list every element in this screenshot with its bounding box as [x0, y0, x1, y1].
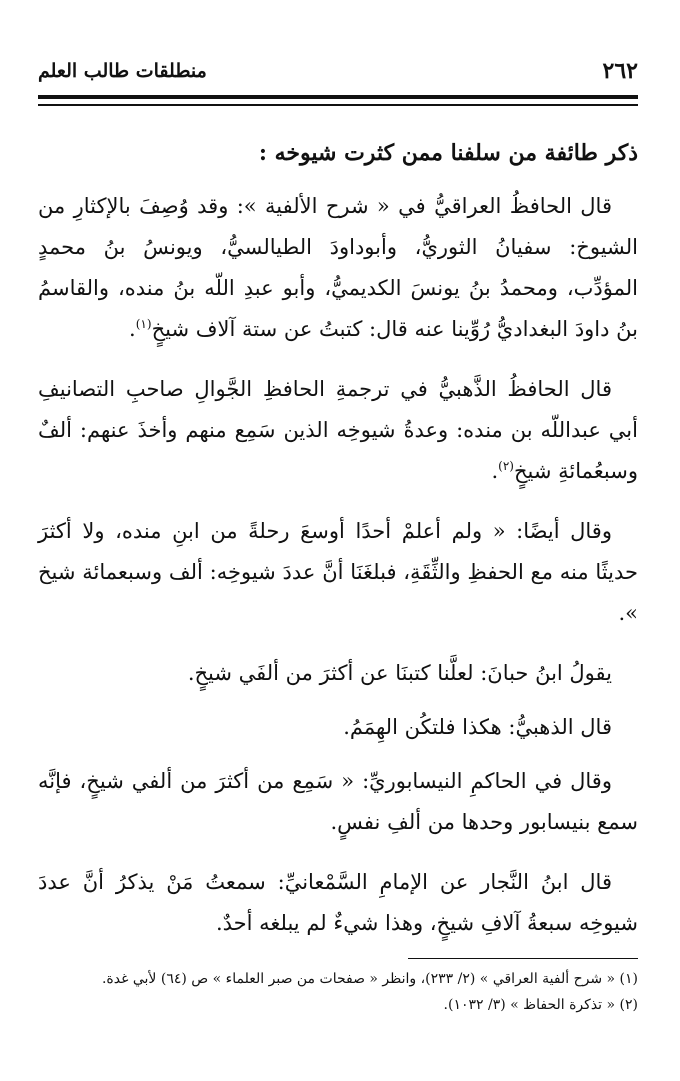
footnote-ref-2: (٢): [498, 459, 514, 473]
footnotes: [38, 966, 638, 1018]
main-text: [38, 130, 638, 963]
footnote-separator: [408, 958, 638, 959]
paragraph-ibn-hibban: يقولُ ابنُ حبانَ: لعلَّنا كتبنَا عن أكثرَ من ألفَي شيخٍ.: [187, 661, 612, 685]
header-rule-thin: [38, 104, 638, 106]
paragraph-hakim: وقال في الحاكمِ النيسابوريِّ: « سَمِع من أكثرَ من ألفي شيخٍ، فإنَّه سمع بنيسابور وحدها من ألفِ نفسٍ.: [38, 769, 638, 834]
paragraph-text: قال الحافظُ الذَّهبيُّ في ترجمةِ الحافظِ الجَّوالِ صاحبِ التصانيفِ أبي عبداللّه بن منده: وعدةُ شيوخِه الذين سَمِع منهم وأخذَ عنهم: ألفٌ وسبعُمائةِ شيخٍ: [38, 377, 638, 483]
footnote-2: (٢) « تذكرة الحفاظ » (٣/ ١٠٣٢).: [443, 997, 638, 1013]
header-rule-thick: [38, 95, 638, 99]
running-header: [38, 54, 638, 88]
period: .: [129, 317, 136, 341]
section-heading: ذكر طائفة من سلفنا ممن كثرت شيوخه :: [258, 140, 638, 166]
paragraph-dhahabi-himam: قال الذهبيُّ: هكذا فلتكُن الهِمَمُ.: [343, 715, 612, 739]
paragraph-also-said: وقال أيضًا: « ولم أعلمْ أحدًا أوسعَ رحلةً من ابنِ منده، ولا أكثرَ حديثًا منه مع الحفظِ والثِّقَةِ، فبلغَنَا أنَّ عددَ شيوخِه: ألف وسبعمائة شيخ ».: [38, 519, 638, 625]
paragraph-samani: قال ابنُ النَّجار عن الإمامِ السَّمْعانيِّ: سمعتُ مَنْ يذكرُ أنَّ عددَ شيوخِه سبعةُ آلافِ شيخٍ، وهذا شيءٌ لم يبلغه أحدٌ.: [38, 870, 638, 935]
page-number: ٢٦٢: [602, 58, 638, 84]
paragraph-iraqi: [38, 186, 638, 350]
period: .: [491, 459, 499, 483]
paragraph-text: قال الحافظُ العراقيُّ في « شرح الألفية »: وقد وُصِفَ بالإكثارِ من الشيوخ: سفيانُ الثوريُّ، وأبوداودَ الطيالسيُّ، ويونسُ بنُ محمدٍ المؤدِّب، ومحمدُ بنُ يونسَ الكديميُّ، وأبو عبدِ اللّه بنُ منده، والقاسمُ بنُ داودَ البغداديُّ رُوِّينا عنه قال: كتبتُ عن ستة آلاف شيخٍ: [38, 194, 638, 341]
running-title: منطلقات طالب العلم: [38, 60, 207, 82]
footnote-ref-1: (١): [135, 317, 152, 331]
footnote-1: (١) « شرح ألفية العراقي » (٢/ ٢٣٣)، وانظر « صفحات من صبر العلماء » ص (٦٤) لأبي غدة.: [101, 971, 638, 987]
paragraph-dhahabi-ibn-mandah: [38, 369, 638, 492]
